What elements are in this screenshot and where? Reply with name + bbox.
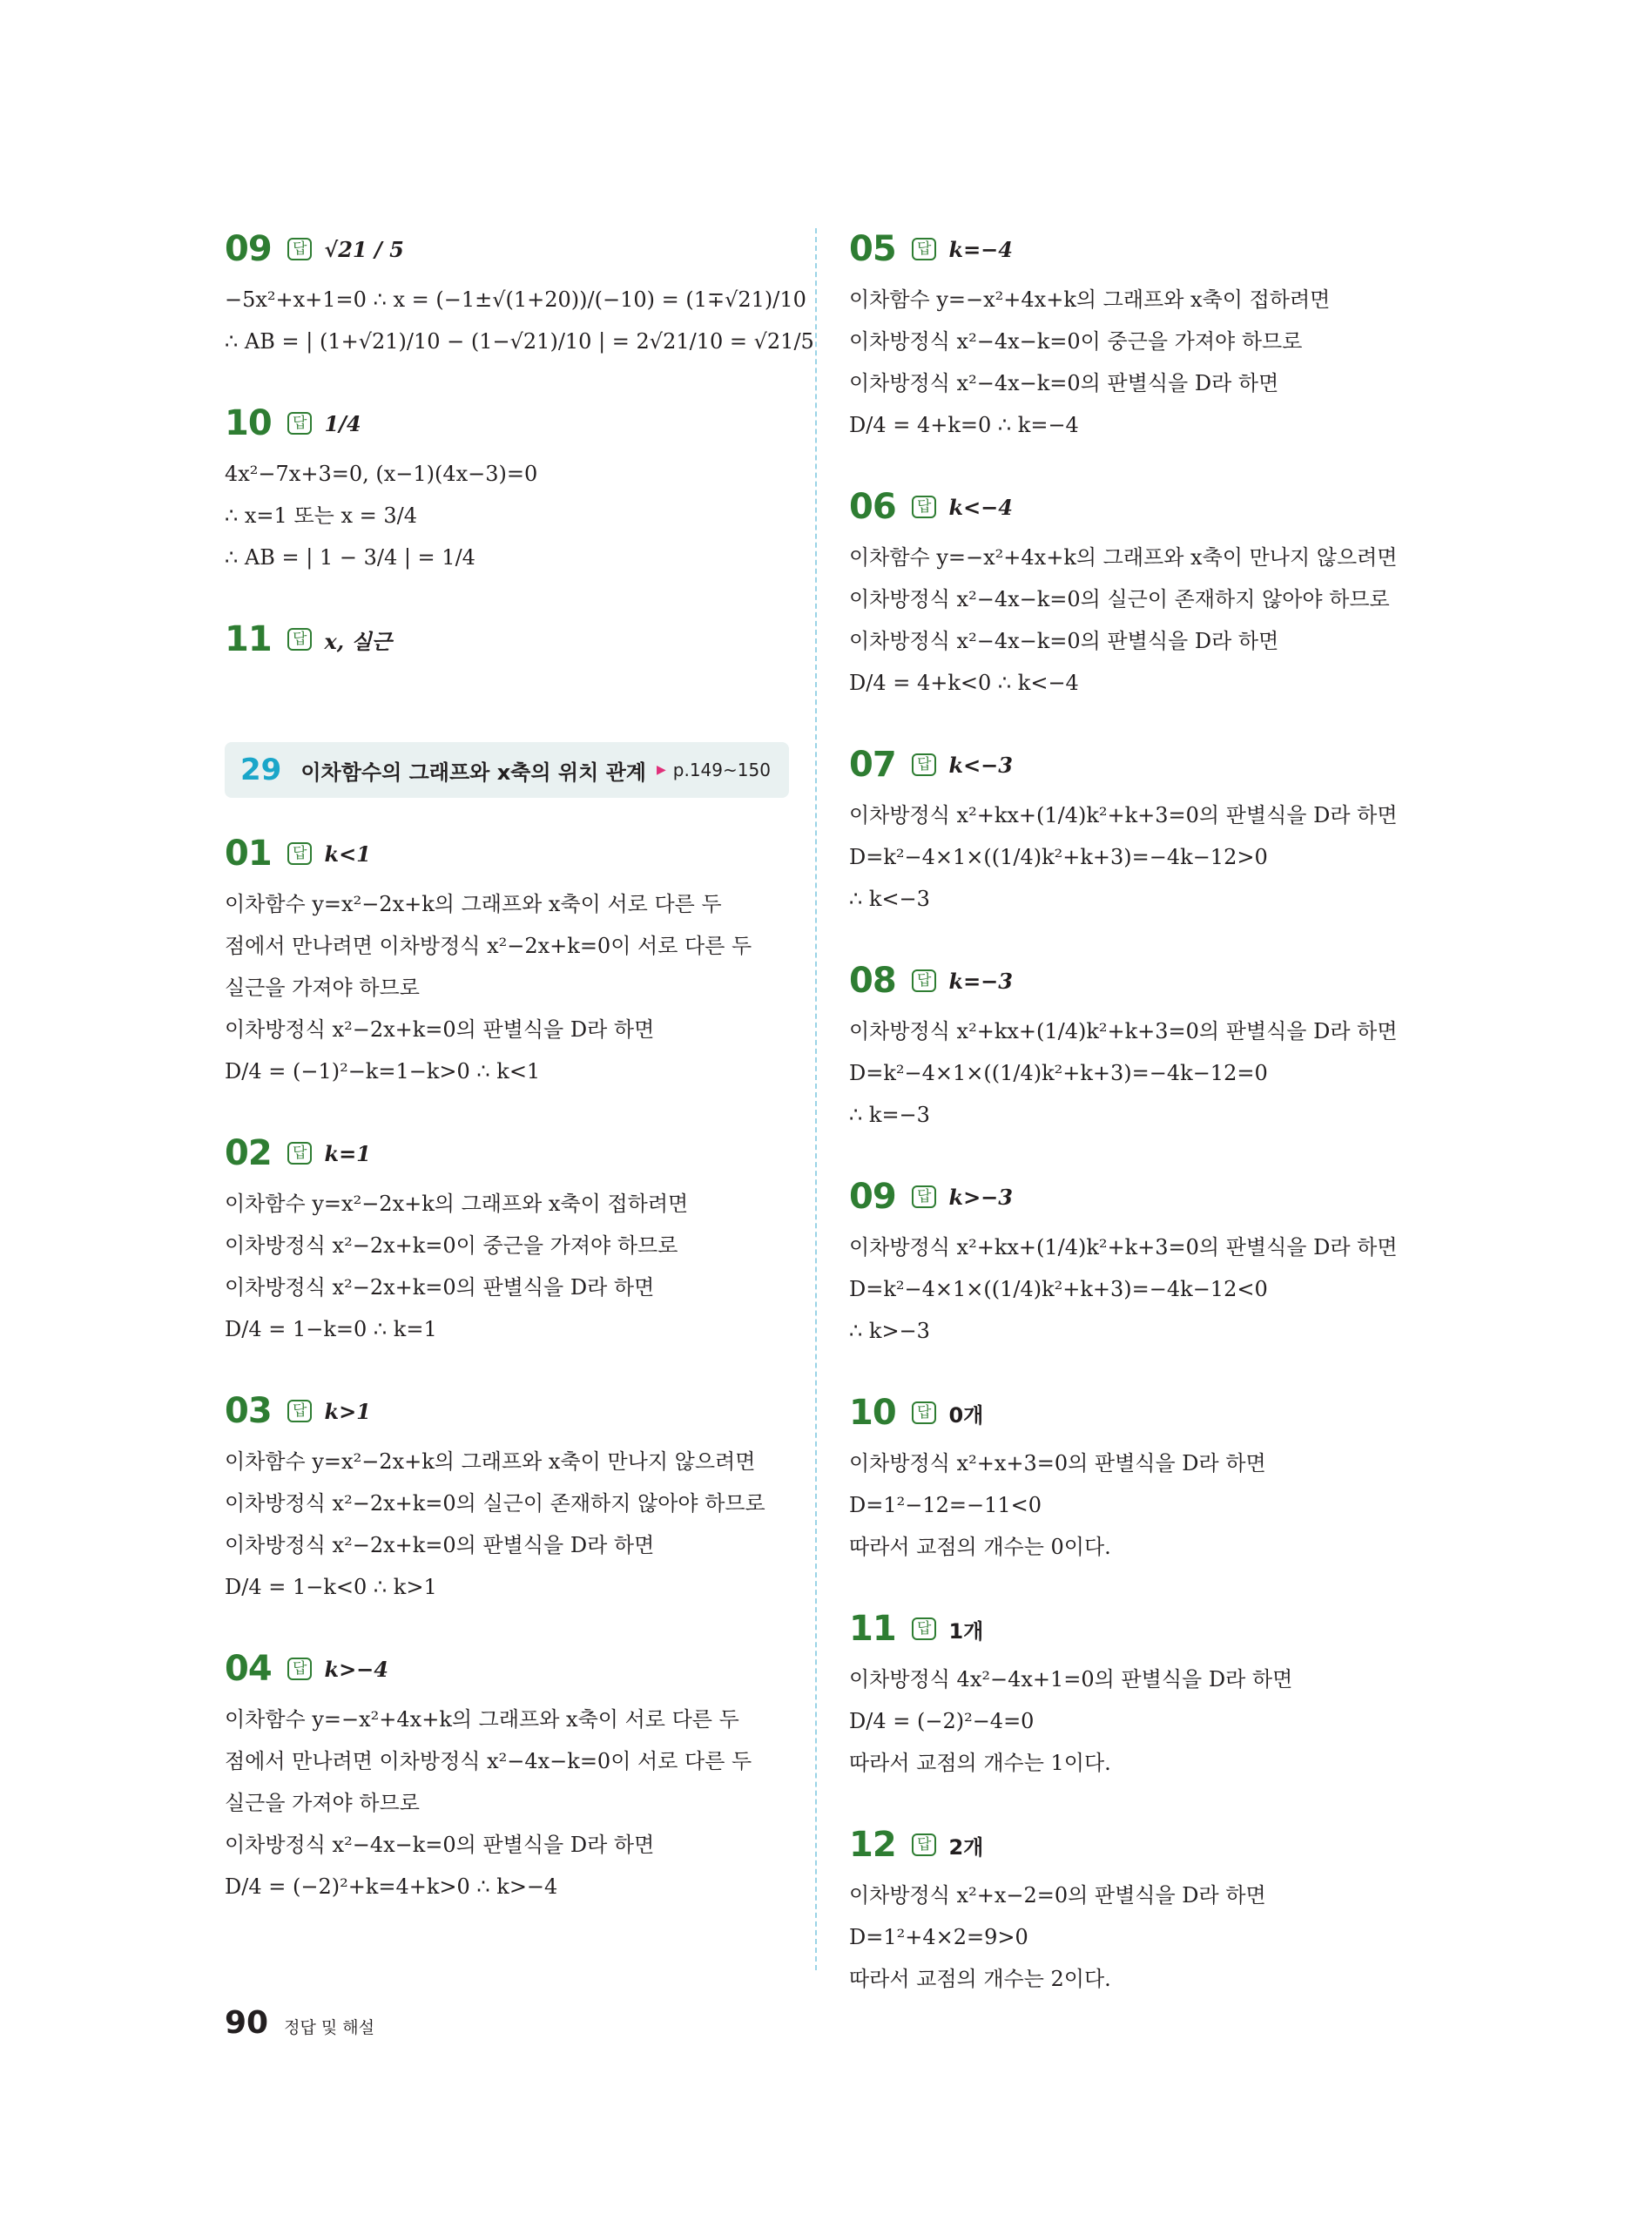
solution-line: 이차방정식 x²+x+3=0의 판별식을 D라 하면 xyxy=(849,1451,1266,1476)
answer-tag: 답 xyxy=(287,842,312,865)
answer: √21 / 5 xyxy=(324,236,404,262)
solution-line: 이차방정식 x²−2x+k=0의 판별식을 D라 하면 xyxy=(225,1017,655,1042)
problem-number: 09 xyxy=(225,229,272,269)
solution-line: 이차방정식 x²−4x−k=0의 판별식을 D라 하면 xyxy=(849,371,1279,395)
problem-05 xyxy=(849,225,1441,446)
problem-number: 10 xyxy=(225,403,272,443)
answer: x, 실근 xyxy=(324,628,392,654)
problem-number: 05 xyxy=(849,229,896,269)
problem-10 xyxy=(225,399,782,578)
solution-line: 점에서 만나려면 이차방정식 x²−4x−k=0이 서로 다른 두 xyxy=(225,1749,752,1773)
solution-line: D=k²−4×1×((1/4)k²+k+3)=−4k−12=0 xyxy=(849,1061,1268,1085)
solution-line: D=k²−4×1×((1/4)k²+k+3)=−4k−12>0 xyxy=(849,845,1268,869)
answer: k=1 xyxy=(324,1140,371,1166)
problem-number: 04 xyxy=(225,1649,272,1689)
right-column xyxy=(849,225,1441,2036)
answer: 1개 xyxy=(948,1618,984,1644)
problem-06 xyxy=(849,483,1441,704)
solution-line: 이차방정식 x²+kx+(1/4)k²+k+3=0의 판별식을 D라 하면 xyxy=(849,803,1398,827)
solution-line: 따라서 교점의 개수는 2이다. xyxy=(849,1967,1111,1991)
solution-line: 이차방정식 x²−2x+k=0의 실근이 존재하지 않아야 하므로 xyxy=(225,1491,765,1516)
solution-line: D/4 = 1−k=0 ∴ k=1 xyxy=(225,1317,437,1341)
solution-line: 이차방정식 x²−2x+k=0이 중근을 가져야 하므로 xyxy=(225,1233,678,1258)
problem-number: 11 xyxy=(225,619,272,659)
problem-number: 03 xyxy=(225,1391,272,1431)
solution-line: 4x²−7x+3=0, (x−1)(4x−3)=0 xyxy=(225,462,538,486)
answer-tag: 답 xyxy=(912,496,936,518)
problem-number: 12 xyxy=(849,1825,896,1865)
solution-line: D=k²−4×1×((1/4)k²+k+3)=−4k−12<0 xyxy=(849,1277,1268,1301)
page-number: 90 xyxy=(225,2005,269,2041)
solution-line: 이차방정식 4x²−4x+1=0의 판별식을 D라 하면 xyxy=(849,1667,1293,1692)
solution-line: ∴ AB = | 1 − 3/4 | = 1/4 xyxy=(225,545,475,570)
solution-line: 이차함수 y=x²−2x+k의 그래프와 x축이 만나지 않으려면 xyxy=(225,1449,756,1474)
problem-09 xyxy=(225,225,814,362)
problem-number: 09 xyxy=(849,1177,896,1217)
footer-title: 정답 및 해설 xyxy=(284,2018,374,2037)
solution-line: 이차방정식 x²+x−2=0의 판별식을 D라 하면 xyxy=(849,1883,1266,1908)
solution-line: 이차방정식 x²+kx+(1/4)k²+k+3=0의 판별식을 D라 하면 xyxy=(849,1235,1398,1259)
answer: k=−3 xyxy=(948,968,1013,994)
section-number: 29 xyxy=(240,753,282,787)
answer-tag: 답 xyxy=(912,969,936,992)
problem-11b xyxy=(849,1604,1441,1784)
answer: k=−4 xyxy=(948,236,1013,262)
answer: k>1 xyxy=(324,1398,371,1424)
solution-line: 이차함수 y=−x²+4x+k의 그래프와 x축이 서로 다른 두 xyxy=(225,1707,739,1732)
solution-line: 이차함수 y=−x²+4x+k의 그래프와 x축이 만나지 않으려면 xyxy=(849,545,1398,570)
problem-number: 11 xyxy=(849,1609,896,1649)
left-column xyxy=(225,225,814,1944)
problem-08 xyxy=(849,956,1441,1136)
section-page-ref: p.149~150 xyxy=(672,760,771,780)
answer: 1/4 xyxy=(324,410,361,436)
solution-line: D=1²+4×2=9>0 xyxy=(849,1925,1028,1949)
problem-01 xyxy=(225,829,782,1092)
solution-line: −5x²+x+1=0 ∴ x = (−1±√(1+20))/(−10) = (1∓√21)/10 xyxy=(225,287,806,312)
problem-04 xyxy=(225,1644,782,1908)
answer-tag: 답 xyxy=(912,1185,936,1208)
answer-tag: 답 xyxy=(287,1658,312,1680)
answer-tag: 답 xyxy=(912,238,936,260)
answer-tag: 답 xyxy=(287,238,312,260)
problem-10b xyxy=(849,1388,1441,1568)
solution-line: 실근을 가져야 하므로 xyxy=(225,1791,420,1815)
answer-tag: 답 xyxy=(287,1142,312,1165)
solution-line: ∴ k<−3 xyxy=(849,887,930,911)
solution-line: D/4 = (−1)²−k=1−k>0 ∴ k<1 xyxy=(225,1059,541,1084)
solution-line: ∴ AB = | (1+√21)/10 − (1−√21)/10 | = 2√21/10 = √21/5 xyxy=(225,329,814,354)
solution-line: 따라서 교점의 개수는 1이다. xyxy=(849,1751,1111,1775)
answer-tag: 답 xyxy=(912,1617,936,1640)
problem-11 xyxy=(225,615,782,664)
answer-tag: 답 xyxy=(287,412,312,435)
answer: k>−3 xyxy=(948,1184,1013,1210)
triangle-arrow-icon: ▶ xyxy=(657,763,666,777)
problem-03 xyxy=(225,1387,782,1608)
solution-line: D=1²−12=−11<0 xyxy=(849,1493,1042,1517)
solution-line: 이차방정식 x²+kx+(1/4)k²+k+3=0의 판별식을 D라 하면 xyxy=(849,1019,1398,1043)
answer: k<−3 xyxy=(948,752,1013,778)
problem-09b xyxy=(849,1172,1441,1352)
problem-number: 02 xyxy=(225,1133,272,1173)
solution-line: 이차방정식 x²−2x+k=0의 판별식을 D라 하면 xyxy=(225,1533,655,1557)
answer: k>−4 xyxy=(324,1656,388,1682)
solution-line: 따라서 교점의 개수는 0이다. xyxy=(849,1535,1111,1559)
answer: 0개 xyxy=(948,1402,984,1428)
section-title: 이차함수의 그래프와 x축의 위치 관계 xyxy=(300,760,646,785)
problem-07 xyxy=(849,740,1441,920)
problem-number: 07 xyxy=(849,745,896,785)
solution-line: 이차함수 y=−x²+4x+k의 그래프와 x축이 접하려면 xyxy=(849,287,1331,312)
solution-line: ∴ k=−3 xyxy=(849,1103,930,1127)
answer: k<−4 xyxy=(948,494,1013,520)
answer-tag: 답 xyxy=(287,628,312,651)
solution-line: ∴ x=1 또는 x = 3/4 xyxy=(225,503,417,528)
answer-tag: 답 xyxy=(912,1401,936,1424)
solution-line: D/4 = (−2)²−4=0 xyxy=(849,1709,1035,1733)
answer-tag: 답 xyxy=(287,1400,312,1422)
solution-line: D/4 = 4+k=0 ∴ k=−4 xyxy=(849,413,1079,437)
column-divider xyxy=(815,228,817,1970)
solution-line: D/4 = 4+k<0 ∴ k<−4 xyxy=(849,671,1079,695)
solution-line: 이차함수 y=x²−2x+k의 그래프와 x축이 서로 다른 두 xyxy=(225,892,722,916)
problem-12 xyxy=(849,1820,1441,2000)
solution-line: D/4 = 1−k<0 ∴ k>1 xyxy=(225,1575,437,1599)
problem-number: 01 xyxy=(225,834,272,874)
solution-line: 이차방정식 x²−4x−k=0의 판별식을 D라 하면 xyxy=(225,1833,655,1857)
section-header xyxy=(225,742,789,798)
problem-number: 06 xyxy=(849,487,896,527)
solution-line: 점에서 만나려면 이차방정식 x²−2x+k=0이 서로 다른 두 xyxy=(225,934,752,958)
answer: 2개 xyxy=(948,1834,984,1860)
problem-02 xyxy=(225,1129,782,1350)
solution-line: 실근을 가져야 하므로 xyxy=(225,976,420,1000)
solution-line: 이차함수 y=x²−2x+k의 그래프와 x축이 접하려면 xyxy=(225,1192,689,1216)
solution-line: 이차방정식 x²−4x−k=0의 판별식을 D라 하면 xyxy=(849,629,1279,653)
answer-tag: 답 xyxy=(912,1833,936,1856)
problem-number: 10 xyxy=(849,1393,896,1433)
solution-line: 이차방정식 x²−4x−k=0이 중근을 가져야 하므로 xyxy=(849,329,1303,354)
solution-line: D/4 = (−2)²+k=4+k>0 ∴ k>−4 xyxy=(225,1874,558,1899)
answer-tag: 답 xyxy=(912,753,936,776)
solution-line: 이차방정식 x²−2x+k=0의 판별식을 D라 하면 xyxy=(225,1275,655,1300)
problem-number: 08 xyxy=(849,961,896,1001)
solution-line: ∴ k>−3 xyxy=(849,1319,930,1343)
answer: k<1 xyxy=(324,841,371,867)
page-footer xyxy=(225,2005,374,2041)
solution-line: 이차방정식 x²−4x−k=0의 실근이 존재하지 않아야 하므로 xyxy=(849,587,1390,611)
